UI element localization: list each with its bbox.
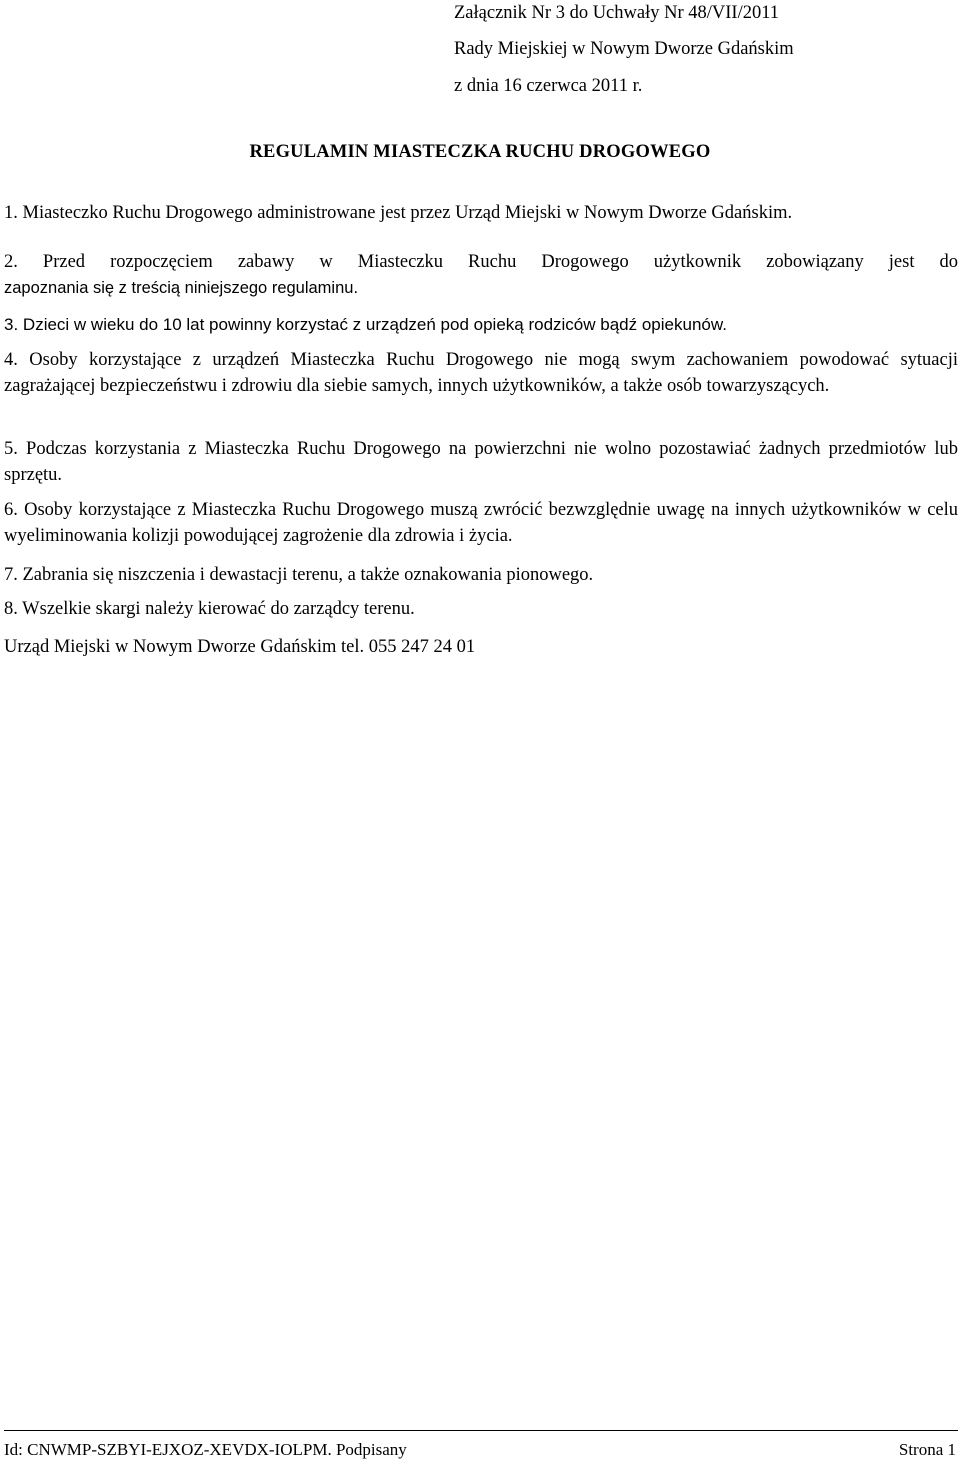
footer-document-id: Id: CNWMP-SZBYI-EJXOZ-XEVDX-IOLPM. Podpisany — [4, 1440, 407, 1459]
footer-divider — [4, 1430, 958, 1431]
item-text: Wszelkie skargi należy kierować do zarządcy terenu. — [22, 599, 415, 619]
item-number: 6. — [4, 500, 18, 520]
document-title: REGULAMIN MIASTECZKA RUCHU DROGOWEGO — [249, 142, 711, 162]
regulation-item-6 — [4, 497, 958, 549]
regulation-item-3 — [4, 312, 958, 338]
regulation-item-7 — [4, 562, 958, 588]
contact-line: Urząd Miejski w Nowym Dworze Gdańskim tel. 055 247 24 01 — [4, 637, 476, 657]
item-text: Osoby korzystające z urządzeń Miasteczka Ruchu Drogowego nie mogą swym zachowaniem powodować sytuacji zagrażającej bezpieczeństwu i zdrowiu dla siebie samych, innych użytkowników, a także osób towarzyszących. — [4, 350, 958, 396]
regulation-item-5 — [4, 436, 958, 488]
item-text: Miasteczko Ruchu Drogowego administrowane jest przez Urząd Miejski w Nowym Dworze Gdańskim. — [22, 203, 793, 223]
item-text: Przed rozpoczęciem zabawy w Miasteczku Ruchu Drogowego użytkownik zobowiązany jest do — [42, 252, 958, 272]
header-council-line: Rady Miejskiej w Nowym Dworze Gdańskim — [454, 39, 794, 59]
item-text-continuation: zapoznania się z treścią niniejszego regulaminu. — [4, 279, 359, 297]
item-text: Zabrania się niszczenia i dewastacji terenu, a także oznakowania pionowego. — [22, 565, 594, 585]
regulation-item-4 — [4, 347, 958, 399]
footer-page-number: Strona 1 — [898, 1440, 956, 1459]
item-text: Podczas korzystania z Miasteczka Ruchu Drogowego na powierzchni nie wolno pozostawiać żadnych przedmiotów lub sprzętu. — [4, 439, 958, 485]
regulation-item-1 — [4, 200, 958, 226]
header-date-line: z dnia 16 czerwca 2011 r. — [454, 76, 643, 96]
item-text: Osoby korzystające z Miasteczka Ruchu Drogowego muszą zwrócić bezwzględnie uwagę na innych użytkowników w celu wyeliminowania kolizji powodującej zagrożenie dla zdrowia i życia. — [4, 500, 959, 546]
regulation-item-2 — [4, 249, 958, 301]
item-number: 5. — [4, 439, 18, 459]
item-number: 3. — [4, 315, 19, 334]
item-number: 2. — [4, 252, 18, 272]
item-number: 8. — [4, 599, 18, 619]
item-text: Dzieci w wieku do 10 lat powinny korzystać z urządzeń pod opieką rodziców bądź opiekunów. — [22, 315, 727, 334]
regulation-item-8 — [4, 596, 958, 622]
item-number: 1. — [4, 203, 18, 223]
header-annex-line: Załącznik Nr 3 do Uchwały Nr 48/VII/2011 — [454, 3, 780, 23]
item-number: 7. — [4, 565, 18, 585]
item-number: 4. — [4, 350, 18, 370]
